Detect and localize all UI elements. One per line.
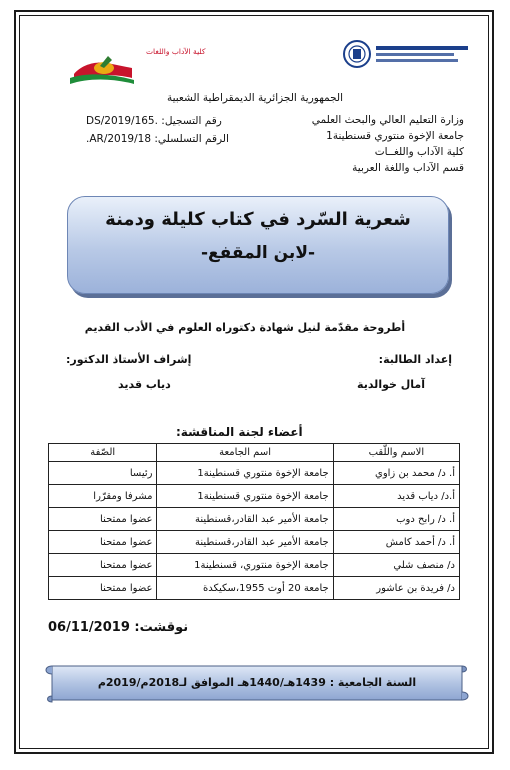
registration-block xyxy=(86,112,246,148)
defense-date: نوقشت: 06/11/2019 xyxy=(48,620,189,635)
member-role: مشرفا ومقرّرا xyxy=(49,485,157,508)
thesis-title-box xyxy=(67,196,449,294)
institution-block xyxy=(274,112,464,176)
member-role: رئيسا xyxy=(49,462,157,485)
member-role: عضوا ممتحنا xyxy=(49,531,157,554)
member-name: أ. د/ أحمد كامش xyxy=(333,531,459,554)
member-university: جامعة 20 أوت 1955،سكيكدة xyxy=(157,577,333,600)
table-row xyxy=(49,577,460,600)
member-role: عضوا ممتحنا xyxy=(49,577,157,600)
department-line: قسم الآداب واللغة العربية xyxy=(352,162,464,174)
member-name: أ.د/ دياب قديد xyxy=(333,485,459,508)
column-header-university: اسم الجامعة xyxy=(157,444,333,462)
supervisor-name: دياب قديد xyxy=(118,378,171,391)
supervisor-label: إشراف الأستاذ الدكتور: xyxy=(66,353,192,366)
member-role: عضوا ممتحنا xyxy=(49,508,157,531)
serial-number: الرقم التسلسلي: 18/AR/2019. xyxy=(86,133,229,145)
column-header-role: الصّفة xyxy=(49,444,157,462)
thesis-title: شعرية السّرد في كتاب كليلة ودمنة xyxy=(105,209,411,230)
student-label: إعداد الطالبة: xyxy=(378,353,452,366)
thesis-subtitle: -لابن المقفع- xyxy=(200,243,316,263)
member-university: جامعة الأمير عبد القادر،قسنطينة xyxy=(157,508,333,531)
university-line: جامعة الإخوة منتوري قسنطينة1 xyxy=(326,130,464,142)
member-university: جامعة الإخوة منتوري، قسنطينة1 xyxy=(157,554,333,577)
member-university: جامعة الأمير عبد القادر،قسنطينة xyxy=(157,531,333,554)
republic-heading: الجمهورية الجزائرية الديمقراطية الشعبية xyxy=(166,92,344,104)
academic-year-text: السنة الجامعية : 1439هـ/1440هـ الموافق لـ2018م/2019م xyxy=(97,676,417,689)
faculty-line: كلية الآداب واللغــات xyxy=(374,146,464,158)
ministry-line: وزارة التعليم العالي والبحث العلمي xyxy=(311,114,464,126)
member-name: أ. د/ رابح دوب xyxy=(333,508,459,531)
member-university: جامعة الإخوة منتوري قسنطينة1 xyxy=(157,485,333,508)
member-university: جامعة الإخوة منتوري قسنطينة1 xyxy=(157,462,333,485)
thesis-description: أطروحة مقدّمة لنيل شهادة دكتوراه العلوم في الأدب القديم xyxy=(84,321,406,334)
member-role: عضوا ممتحنا xyxy=(49,554,157,577)
faculty-logo xyxy=(60,38,206,88)
table-row xyxy=(49,462,460,485)
table-row xyxy=(49,485,460,508)
committee-table xyxy=(48,443,460,600)
member-name: أ. د/ محمد بن زاوي xyxy=(333,462,459,485)
table-header-row xyxy=(49,444,460,462)
university-logo xyxy=(342,37,472,77)
table-row xyxy=(49,531,460,554)
committee-heading: أعضاء لجنة المناقشة: xyxy=(176,425,303,439)
member-name: د/ فريدة بن عاشور xyxy=(333,577,459,600)
table-row xyxy=(49,554,460,577)
academic-year-banner xyxy=(42,662,472,706)
table-row xyxy=(49,508,460,531)
member-name: د/ منصف شلي xyxy=(333,554,459,577)
registration-number: رقم التسجيل: .165/DS/2019 xyxy=(86,115,222,127)
column-header-name: الاسم واللّقب xyxy=(333,444,459,462)
faculty-logo-text: كلية الآداب واللغات xyxy=(146,47,206,56)
student-name: آمال خوالدية xyxy=(357,378,425,391)
